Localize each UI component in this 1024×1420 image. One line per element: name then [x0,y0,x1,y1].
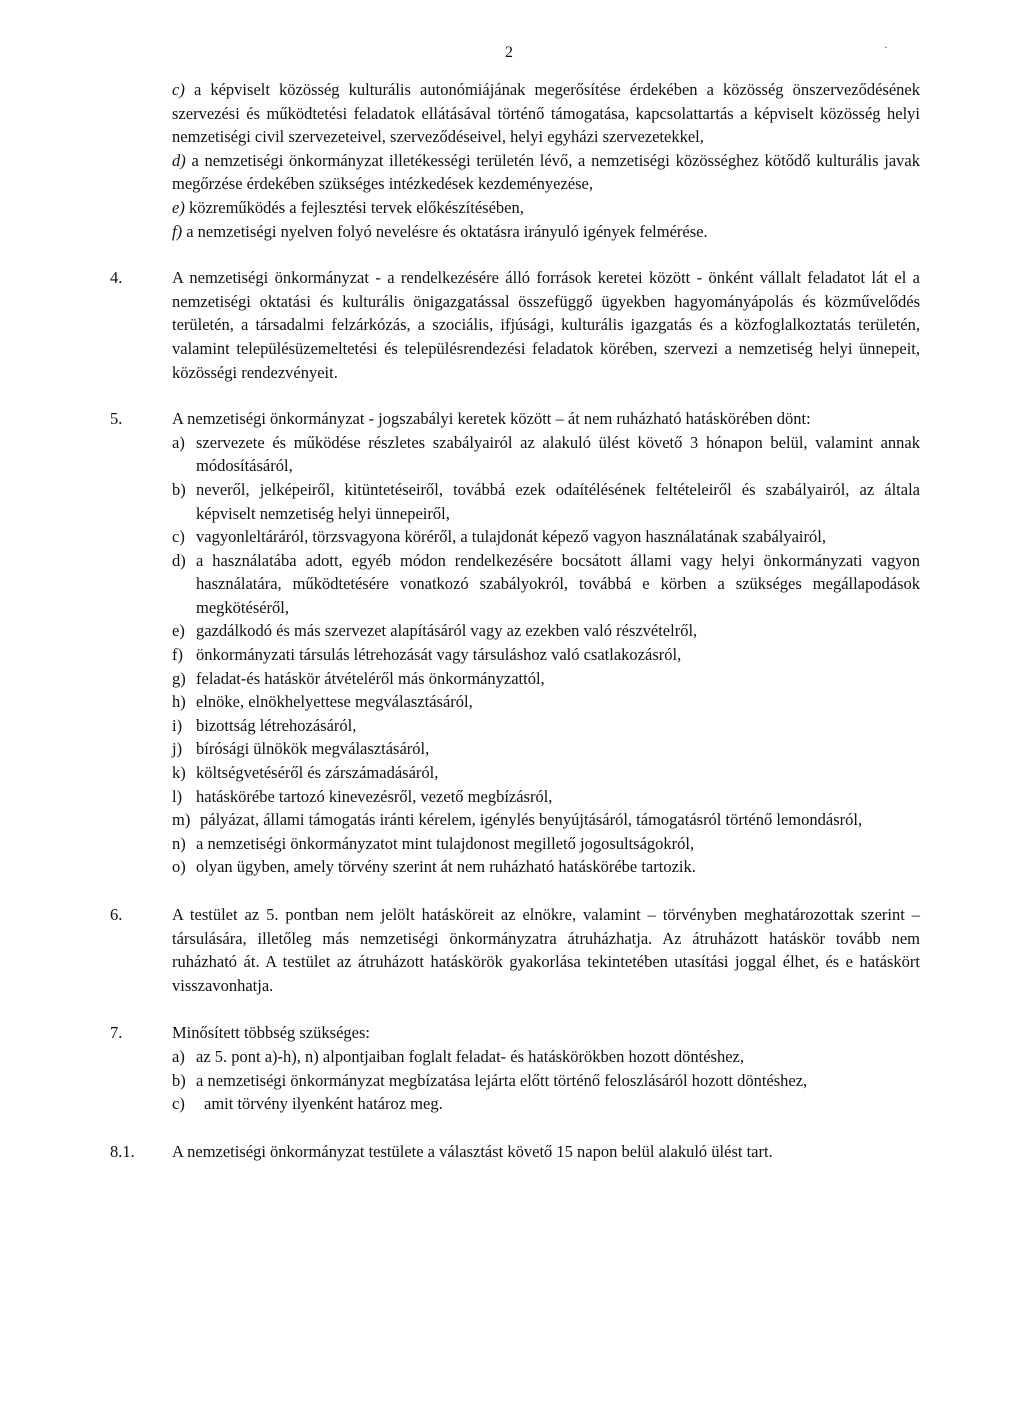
item-tag: c) [172,80,185,99]
section-number: 5. [110,409,123,429]
item-label: n) [172,833,186,853]
list-item [172,643,920,667]
item-label: c) [172,1094,185,1114]
item-text: feladat-és hatáskör átvételéről más önkormányzattól, [196,668,545,688]
item-text: gazdálkodó és más szervezet alapításáról vagy az ezekben való részvételről, [196,621,698,641]
item-text: a nemzetiségi önkormányzat megbízatása lejárta előtt történő feloszlásáról hozott döntéshez, [196,1070,808,1090]
item-text: közreműködés a fejlesztési tervek előkészítésében, [188,197,524,217]
item-label: i) [172,715,183,735]
item-tag: f) [172,221,183,241]
item-text: önkormányzati társulás létrehozását vagy társuláshoz való csatlakozásról, [196,645,682,665]
section-5 [0,407,1024,879]
document-body [0,78,1024,1163]
section-number: 7. [110,1023,123,1043]
item-label: c) [172,527,185,547]
section-text: A nemzetiségi önkormányzat testülete a választást követő 15 napon belül alakuló ülést tart. [172,1141,773,1161]
list-item [172,1069,920,1093]
list-item [172,808,920,832]
item-text: szervezete és működése részletes szabályairól az alakuló ülést követő 3 hónapon belül, valamint annak módosításáról, [196,432,920,476]
item-text: olyan ügyben, amely törvény szerint át nem ruházható hatáskörébe tartozik. [196,857,696,877]
item-label: o) [172,857,186,877]
item-label: m) [172,810,191,830]
page-number: 2 [505,44,513,61]
item-label: l) [172,786,183,806]
section-6 [0,903,1024,997]
section-4 [0,266,1024,384]
list-item [172,785,920,809]
item-label: d) [172,550,186,570]
list-item [172,667,920,691]
item-text: a nemzetiségi önkormányzat illetékességi területén lévő, a nemzetiségi közösséghez kötődő kulturális javak megőrzése érdekében szükséges intézkedések kezdeményezése, [172,150,920,194]
item-label: a) [172,1046,185,1066]
section-7 [0,1021,1024,1115]
item-text: hatáskörébe tartozó kinevezésről, vezető megbízásról, [196,786,553,806]
section-intro: A nemzetiségi önkormányzat - jogszabályi keretek között – át nem ruházható hatáskörében dönt: [172,409,811,429]
list-item [172,478,920,525]
item-text: a nemzetiségi nyelven folyó nevelésre és oktatásra irányuló igények felmérése. [186,221,708,241]
list-item [172,690,920,714]
item-text: az 5. pont a)-h), n) alpontjaiban foglalt feladat- és hatáskörökben hozott döntéshez, [196,1046,744,1066]
list-item [172,737,920,761]
item-text: amit törvény ilyenként határoz meg. [204,1094,443,1114]
intro-item-d [172,149,920,196]
intro-item-e [172,196,920,220]
item-label: b) [172,1070,186,1090]
list-item [172,619,920,643]
list-item [172,1092,920,1116]
list-item [172,431,920,478]
list-item [172,761,920,785]
list-item [172,525,920,549]
item-label: b) [172,479,186,499]
intro-item-c [172,78,920,149]
item-label: k) [172,763,186,783]
section-number: 6. [110,905,123,924]
item-label: e) [172,621,185,641]
item-label: a) [172,432,185,452]
item-label: h) [172,692,186,712]
item-label: f) [172,645,183,665]
list-item [172,1045,920,1069]
list-item [172,549,920,620]
list-item [172,714,920,738]
item-text: elnöke, elnökhelyettese megválasztásáról, [196,692,473,712]
item-text: költségvetéséről és zárszámadásáról, [196,763,439,783]
item-text: a képviselt közösség kulturális autonómiájának megerősítése érdekében a közösség önszerveződésének szervezési és működtetési feladatok ellátásával történő támogatása, kapcsolattartás a képviselt közösség helyi nemzetiségi civil szervezeteivel, szerveződéseivel, helyi egyházi szervezetekkel, [172,80,921,147]
list-item [172,855,920,879]
section-text: A nemzetiségi önkormányzat - a rendelkezésére álló források keretei között - önként vállalt feladatot lát el a nemzetiségi oktatási és kulturális önigazgatással összefüggő ügyekben hagyományápolás és közművelődés területén, a társadalmi felzárkózás, a szociális, ifjúsági, kulturális igazgatás és a közfoglalkoztatás területén, valamint településüzemeltetési és településrendezési feladatok körében, szervezi a nemzetiség helyi ünnepeit, közösségi rendezvényeit. [172,268,920,382]
section-number: 8.1. [110,1141,135,1161]
item-label: g) [172,668,186,688]
item-text: neveről, jelképeiről, kitüntetéseiről, továbbá ezek odaítélésének feltételeiről és szabályairól, az általa képviselt nemzetiség helyi ünnepeiről, [196,479,920,523]
list-item [172,832,920,856]
item-label: j) [172,739,183,759]
intro-item-f [172,220,920,244]
item-text: bírósági ülnökök megválasztásáról, [196,739,430,759]
section-8-1 [0,1140,1024,1164]
section-text: A testület az 5. pontban nem jelölt hatásköreit az elnökre, valamint – törvényben meghatározottak szerint – társulására, illetőleg más nemzetiségi önkormányzatra átruházhatja. Az átruházott hatáskör tovább nem ruházható át. A testület az átruházott hatáskörök gyakorlása tekintetében utasítási joggal élhet, és e hatáskört visszavonhatja. [172,905,920,995]
section-intro: Minősített többség szükséges: [172,1023,370,1043]
item-text: pályázat, állami támogatás iránti kérelem, igénylés benyújtásáról, támogatásról történő lemondásról, [200,810,863,830]
item-text: a nemzetiségi önkormányzatot mint tulajdonost megillető jogosultságokról, [196,833,695,853]
intro-list [0,78,1024,243]
item-tag: e) [172,197,185,217]
item-text: bizottság létrehozásáról, [196,715,357,735]
scan-speck: · [884,40,888,54]
item-tag: d) [172,150,186,170]
item-text: vagyonleltáráról, törzsvagyona köréről, a tulajdonát képező vagyon használatának szabályairól, [196,527,826,547]
item-text: a használatába adott, egyéb módon rendelkezésére bocsátott állami vagy helyi önkormányzati vagyon használatára, működtetésére vonatkozó szabályokról, továbbá e körben a szükséges megállapodások megkötéséről, [196,550,920,617]
section-number: 4. [110,268,123,288]
